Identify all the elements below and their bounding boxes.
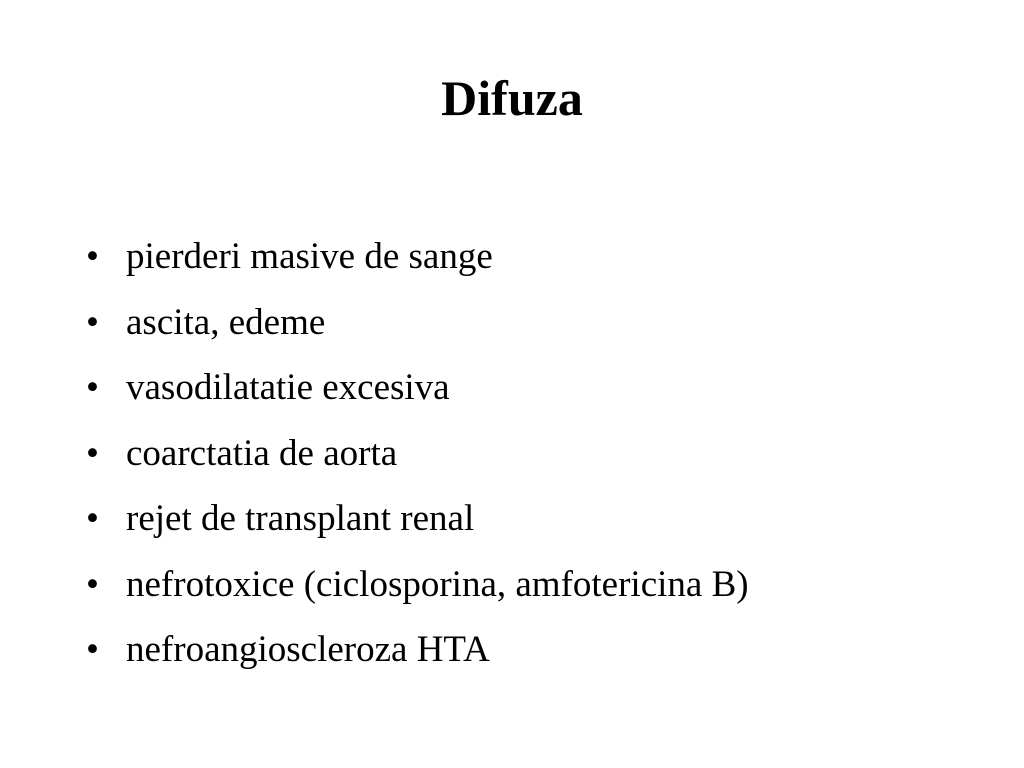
bullet-icon: •	[86, 629, 99, 670]
list-item	[86, 625, 749, 691]
bullet-list	[86, 232, 749, 691]
list-item-text: vasodilatatie excesiva	[126, 367, 450, 408]
bullet-icon: •	[86, 301, 99, 343]
bullet-icon: •	[86, 563, 99, 605]
list-item	[86, 494, 749, 560]
bullet-icon: •	[86, 498, 99, 539]
list-item-text: pierderi masive de sange	[126, 236, 493, 277]
list-item	[86, 560, 749, 626]
list-item	[86, 429, 749, 495]
list-item-text: rejet de transplant renal	[126, 498, 475, 539]
list-item-text: coarctatia de aorta	[126, 432, 398, 474]
bullet-icon: •	[86, 367, 99, 408]
bullet-icon: •	[86, 236, 99, 277]
list-item-text: nefroangioscleroza HTA	[126, 629, 490, 670]
list-item	[86, 363, 749, 429]
list-item-text: ascita, edeme	[126, 301, 326, 343]
slide-title: Difuza	[441, 70, 583, 126]
list-item-text: nefrotoxice (ciclosporina, amfotericina B)	[126, 563, 749, 605]
list-item	[86, 232, 749, 298]
list-item	[86, 298, 749, 364]
bullet-icon: •	[86, 432, 99, 474]
